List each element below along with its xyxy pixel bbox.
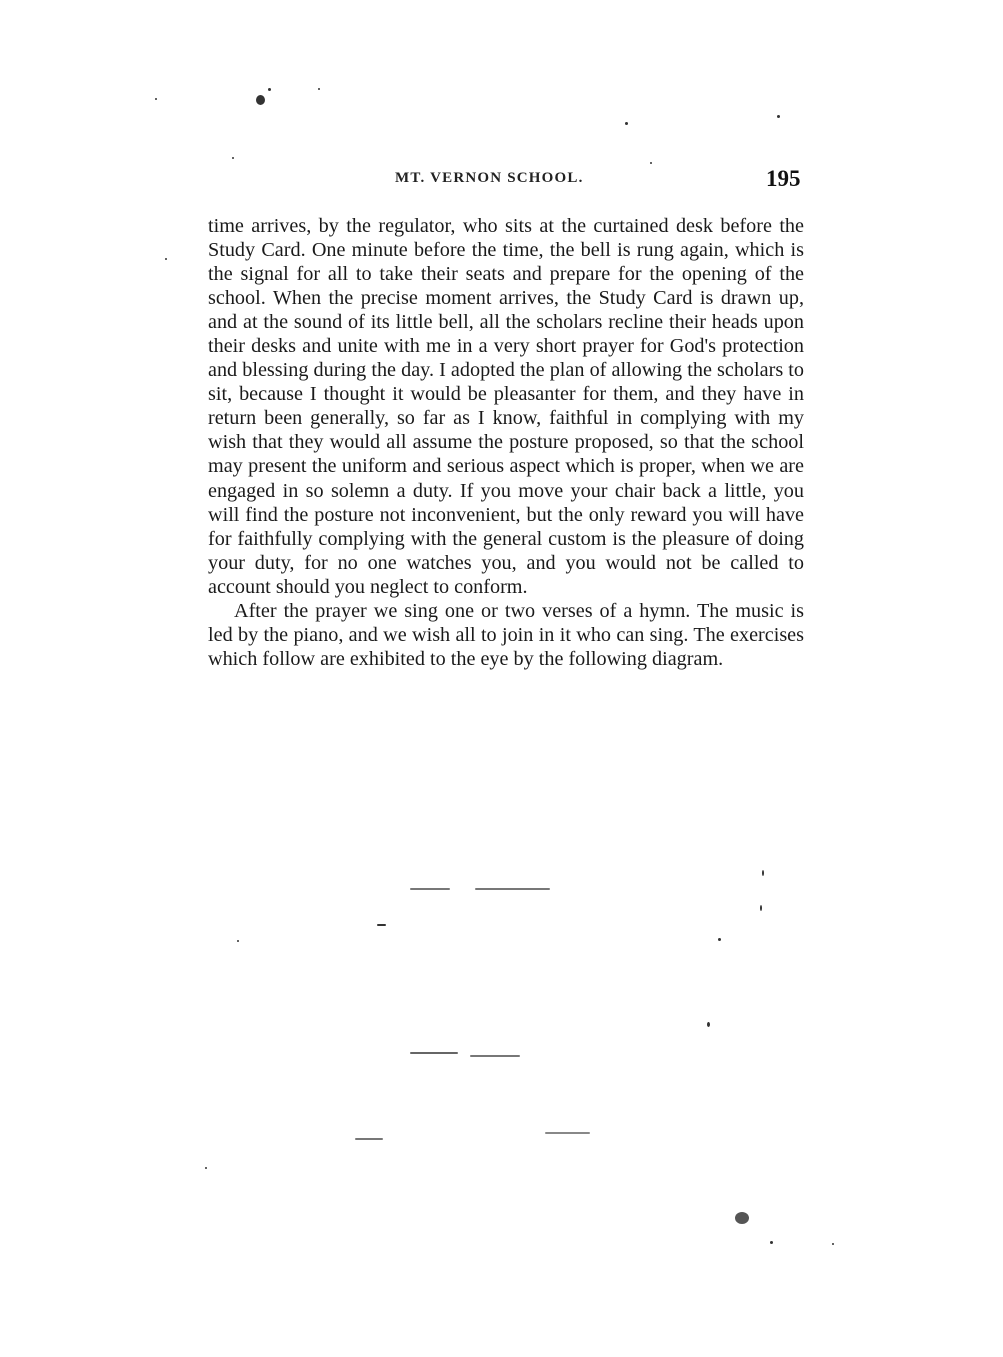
ink-speck bbox=[707, 1022, 710, 1027]
ink-speck bbox=[735, 1212, 749, 1224]
ink-speck bbox=[355, 1138, 383, 1140]
ink-speck bbox=[318, 88, 320, 90]
ink-speck bbox=[237, 940, 239, 942]
ink-speck bbox=[155, 98, 157, 100]
running-head: MT. VERNON SCHOOL. bbox=[395, 170, 584, 186]
ink-speck bbox=[832, 1243, 834, 1245]
ink-speck bbox=[205, 1167, 207, 1169]
ink-speck bbox=[760, 905, 762, 911]
ink-speck bbox=[377, 924, 386, 926]
ink-speck bbox=[475, 888, 550, 890]
page-number: 195 bbox=[766, 166, 801, 191]
ink-speck bbox=[650, 162, 652, 164]
ink-speck bbox=[165, 258, 167, 260]
ink-speck bbox=[410, 1052, 458, 1054]
ink-speck bbox=[470, 1055, 520, 1057]
ink-speck bbox=[718, 938, 721, 941]
ink-speck bbox=[256, 95, 265, 105]
ink-speck bbox=[545, 1132, 590, 1134]
ink-speck bbox=[232, 157, 234, 159]
ink-speck bbox=[777, 115, 780, 118]
body-text bbox=[208, 214, 804, 671]
paragraph-2: After the prayer we sing one or two verses of a hymn. The music is led by the piano, and we wish all to join in it who can sing. The exercises which follow are exhibited to the eye by the following diagram. bbox=[208, 599, 804, 670]
ink-speck bbox=[625, 122, 628, 125]
ink-speck bbox=[762, 870, 764, 876]
ink-speck bbox=[268, 88, 271, 91]
ink-speck bbox=[770, 1241, 773, 1244]
ink-speck bbox=[410, 888, 450, 890]
paragraph-1: time arrives, by the regulator, who sits at the curtained desk before the Study Card. One minute before the time, the bell is rung again, which is the signal for all to take their seats and prepare for the opening of the school. When the precise moment arrives, the Study Card is drawn up, and at the sound of its little bell, all the scholars recline their heads upon their desks and unite with me in a very short prayer for God's protection and blessing during the day. I adopted the plan of allowing the scholars to sit, because I thought it would be pleasanter for them, and they have in return been generally, so far as I know, faithful in complying with my wish that they would all assume the posture proposed, so that the school may present the uniform and serious aspect which is proper, when we are engaged in so solemn a duty. If you move your chair back a little, you will find the posture not inconvenient, but the only reward you will have for faithfully complying with the general custom is the pleasure of doing your duty, for no one watches you, and you would not be called to account should you neglect to conform. bbox=[208, 215, 804, 598]
